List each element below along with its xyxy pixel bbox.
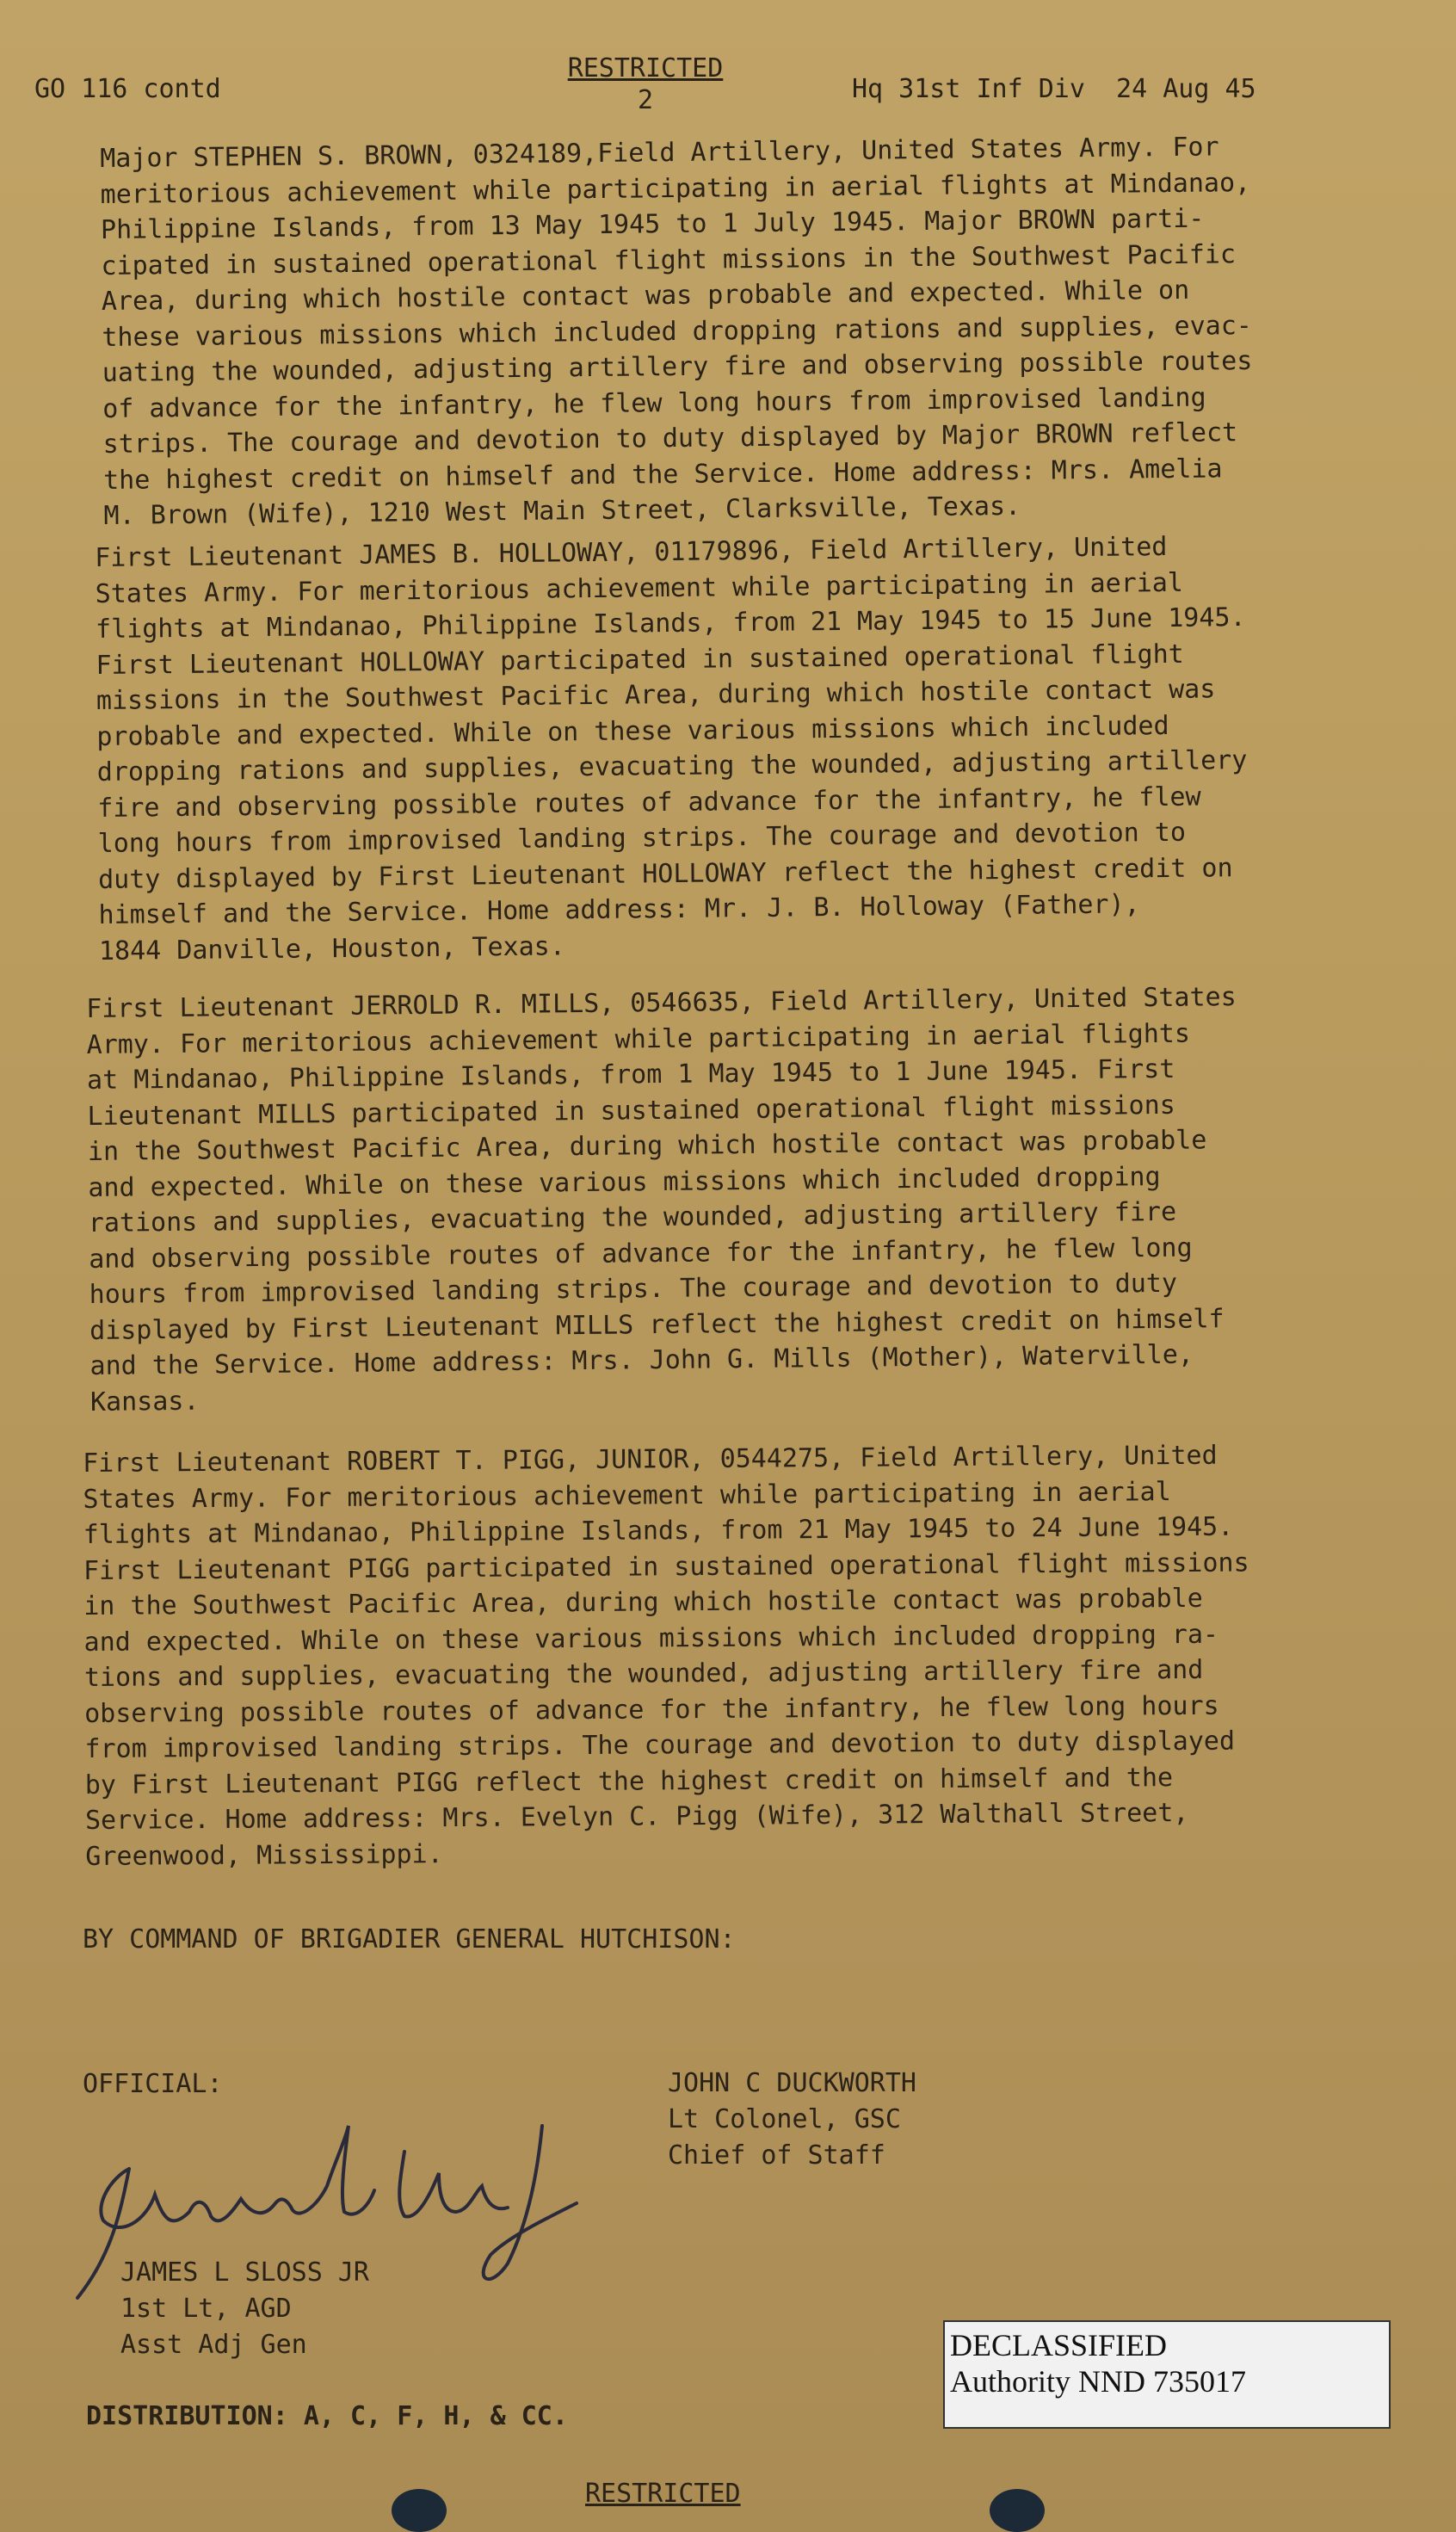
citation-paragraph: Major STEPHEN S. BROWN, 0324189,Field Artillery, United States Army. For meritorious achievement while participating in aerial flights at Mindanao, Philippine Islands, from 13 May 1945 to 1 July 1945. Major BROWN parti- cipated in sustained operational flight missions in the Southwest Pacific Area, during which hostile contact was probable and expected. While on these various missions which included dropping rations and supplies, evac- uating the wounded, adjusting artillery fire and observing possible routes of advance for the infantry, he flew long hours from improvised landing strips. The courage and devotion to duty displayed by Major BROWN reflect the highest credit on himself and the Service. Home address: Mrs. Amelia M. Brown (Wife), 1210 West Main Street, Clarksville, Texas. (100, 132, 1253, 531)
distribution-line: DISTRIBUTION: A, C, F, H, & CC. (86, 2401, 568, 2431)
command-line: BY COMMAND OF BRIGADIER GENERAL HUTCHISON: (83, 1924, 736, 1955)
declassification-stamp (943, 2320, 1391, 2429)
declassification-authority: Authority NND 735017 (950, 2364, 1246, 2399)
header-classification-block (559, 53, 731, 115)
headquarters-date: Hq 31st Inf Div 24 Aug 45 (852, 74, 1256, 104)
order-reference: GO 116 contd (34, 74, 221, 104)
page-number: 2 (637, 85, 654, 115)
official-label: OFFICIAL: (83, 2069, 223, 2099)
chief-of-staff-name: JOHN C DUCKWORTH (668, 2068, 916, 2098)
citation-paragraph: First Lieutenant JAMES B. HOLLOWAY, 01179896, Field Artillery, United States Army. For meritorious achievement while participating in aerial flights at Mindanao, Philippine Islands, from 21 May 1945 to 15 June 1945. First Lieutenant HOLLOWAY participated in sustained operational flight missions in the Southwest Pacific Area, during which hostile contact was probable and expected. While on these various missions which included dropping rations and supplies, evacuating the wounded, adjusting artillery fire and observing possible routes of advance for the infantry, he flew long hours from improvised landing strips. The courage and devotion to duty displayed by First Lieutenant HOLLOWAY reflect the highest credit on himself and the Service. Home address: Mr. J. B. Holloway (Father), 1844 Danville, Houston, Texas. (95, 531, 1248, 966)
binder-hole (990, 2489, 1045, 2532)
footer-classification: RESTRICTED (585, 2479, 741, 2509)
official-signature-block (120, 2255, 369, 2363)
chief-of-staff-title: Chief of Staff (668, 2140, 885, 2171)
declassified-label: DECLASSIFIED (950, 2328, 1168, 2362)
binder-hole (392, 2489, 447, 2532)
chief-of-staff-block (668, 2066, 916, 2174)
official-title: Asst Adj Gen (120, 2330, 307, 2360)
classification-mark: RESTRICTED (567, 53, 724, 83)
official-rank: 1st Lt, AGD (120, 2294, 292, 2324)
chief-of-staff-rank: Lt Colonel, GSC (668, 2104, 901, 2134)
official-name: JAMES L SLOSS JR (120, 2257, 369, 2288)
citation-paragraph: First Lieutenant JERROLD R. MILLS, 0546635, Field Artillery, United States Army. For meritorious achievement while participating in aerial flights at Mindanao, Philippine Islands, from 1 May 1945 to 1 June 1945. First Lieutenant MILLS participated in sustained operational flight missions in the Southwest Pacific Area, during which hostile contact was probable and expected. While on these various missions which included dropping rations and supplies, evacuating the wounded, adjusting artillery fire and observing possible routes of advance for the infantry, he flew long hours from improvised landing strips. The courage and devotion to duty displayed by First Lieutenant MILLS reflect the highest credit on himself and the Service. Home address: Mrs. John G. Mills (Mother), Waterville, Kansas. (86, 982, 1237, 1417)
citation-paragraph: First Lieutenant ROBERT T. PIGG, JUNIOR, 0544275, Field Artillery, United States Army. For meritorious achievement while participating in aerial flights at Mindanao, Philippine Islands, from 21 May 1945 to 24 June 1945. First Lieutenant PIGG participated in sustained operational flight missions in the Southwest Pacific Area, during which hostile contact was probable and expected. While on these various missions which included dropping ra- tions and supplies, evacuating the wounded, adjusting artillery fire and observing possible routes of advance for the infantry, he flew long hours from improvised landing strips. The courage and devotion to duty displayed by First Lieutenant PIGG reflect the highest credit on himself and the Service. Home address: Mrs. Evelyn C. Pigg (Wife), 312 Walthall Street, Greenwood, Mississippi. (83, 1440, 1249, 1872)
